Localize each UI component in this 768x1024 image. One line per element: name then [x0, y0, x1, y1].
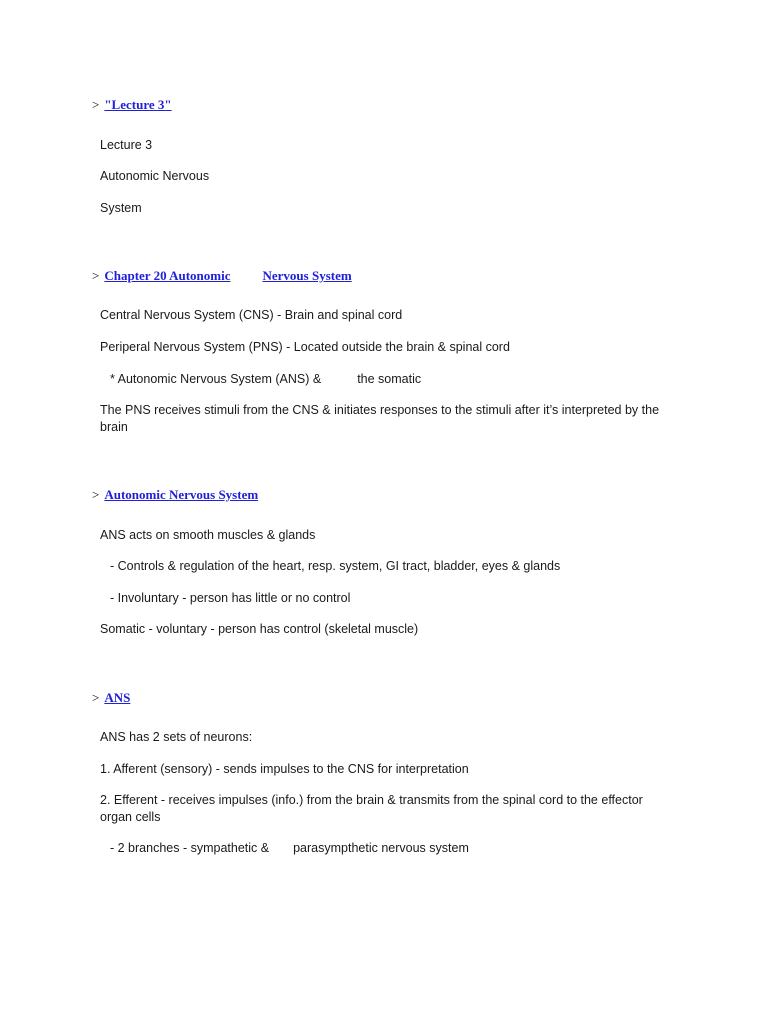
section-heading-lecture-3 — [92, 97, 172, 113]
chapter-20-link-part-1: Chapter 20 Autonomic — [104, 268, 231, 283]
text-line-indented — [110, 371, 690, 388]
ans-link[interactable]: ANS — [104, 690, 131, 705]
section-heading-autonomic-nervous-system — [92, 487, 258, 503]
lecture-3-link[interactable]: "Lecture 3" — [104, 97, 172, 112]
text-paragraph: The PNS receives stimuli from the CNS & initiates responses to the stimuli after it’s interpreted by the brain — [100, 403, 660, 434]
chapter-20-link[interactable] — [104, 268, 351, 283]
text-line: System — [100, 201, 142, 215]
text-line-indented — [110, 840, 690, 857]
heading-prefix: > — [92, 97, 100, 112]
section-heading-ans — [92, 690, 130, 706]
heading-prefix: > — [92, 487, 100, 502]
heading-prefix: > — [92, 268, 100, 283]
ans-somatic-part-1: * Autonomic Nervous System (ANS) & — [110, 372, 322, 386]
branches-part-1: - 2 branches - sympathetic & — [110, 841, 270, 855]
text-line-indented: - Controls & regulation of the heart, resp. system, GI tract, bladder, eyes & glands — [110, 559, 561, 573]
autonomic-nervous-system-link[interactable]: Autonomic Nervous System — [104, 487, 259, 502]
heading-prefix: > — [92, 690, 100, 705]
text-line: Autonomic Nervous — [100, 169, 210, 183]
text-line: Lecture 3 — [100, 138, 153, 152]
text-line: 1. Afferent (sensory) - sends impulses to the CNS for interpretation — [100, 762, 469, 776]
text-line: Periperal Nervous System (PNS) - Located outside the brain & spinal cord — [100, 340, 510, 354]
branches-part-2: parasympthetic nervous system — [293, 841, 469, 855]
text-line: ANS has 2 sets of neurons: — [100, 730, 253, 744]
text-line: Somatic - voluntary - person has control (skeletal muscle) — [100, 622, 419, 636]
ans-somatic-part-2: the somatic — [357, 372, 422, 386]
text-paragraph: 2. Efferent - receives impulses (info.) from the brain & transmits from the spinal cord to the effector organ cells — [100, 793, 643, 824]
text-line-indented: - Involuntary - person has little or no control — [110, 591, 351, 605]
text-line: ANS acts on smooth muscles & glands — [100, 528, 316, 542]
section-heading-chapter-20 — [92, 268, 352, 284]
chapter-20-link-part-2: Nervous System — [262, 268, 352, 283]
text-line: Central Nervous System (CNS) - Brain and spinal cord — [100, 308, 403, 322]
